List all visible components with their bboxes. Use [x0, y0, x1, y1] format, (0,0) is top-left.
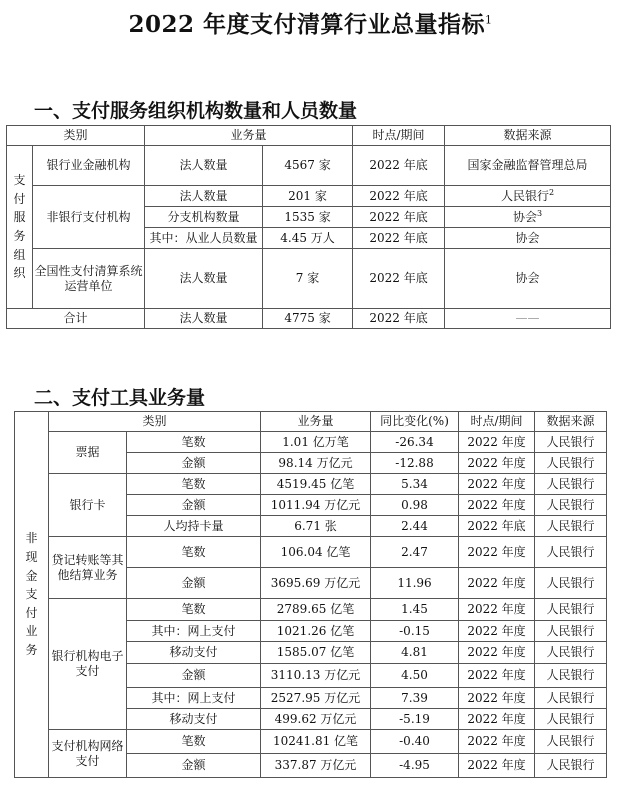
period-cell: 2022 年底	[353, 186, 445, 207]
sub-cell: 金额	[127, 664, 261, 688]
header-period: 时点/期间	[353, 126, 445, 146]
value-cell: 1021.26 亿笔	[261, 621, 371, 642]
footnote-mark: 2	[548, 188, 555, 197]
source-cell: 人民银行	[535, 453, 607, 474]
change-cell: 1.45	[371, 599, 459, 621]
category-cell: 贷记转账等其他结算业务	[49, 537, 127, 599]
category-cell: 票据	[49, 432, 127, 474]
table-row	[15, 474, 607, 495]
source-cell: 人民银行	[535, 621, 607, 642]
title-footnote: 1	[485, 13, 493, 27]
table-row	[15, 537, 607, 568]
value-cell: 1585.07 亿笔	[261, 642, 371, 664]
change-cell: 5.34	[371, 474, 459, 495]
sub-cell: 金额	[127, 453, 261, 474]
table-row	[15, 599, 607, 621]
period-cell: 2022 年底	[353, 228, 445, 249]
period-cell: 2022 年度	[459, 709, 535, 730]
source-cell: 协会$^3$	[445, 207, 611, 228]
value-cell: 499.62 万亿元	[261, 709, 371, 730]
source-cell: 人民银行	[535, 688, 607, 709]
section1-heading: 一、支付服务组织机构数量和人员数量	[34, 100, 358, 122]
source-cell: 国家金融监督管理总局	[445, 146, 611, 186]
period-cell: 2022 年度	[459, 432, 535, 453]
note-cell: 移动支付	[127, 709, 261, 730]
sub-cell: 笔数	[127, 599, 261, 621]
value-cell: 4519.45 亿笔	[261, 474, 371, 495]
value-cell: 10241.81 亿笔	[261, 730, 371, 754]
period-cell: 2022 年度	[459, 730, 535, 754]
header-volume: 业务量	[145, 126, 353, 146]
payment-tools-table	[14, 411, 607, 778]
header-category: 类别	[7, 126, 145, 146]
value-cell: 337.87 万亿元	[261, 754, 371, 778]
value-cell: 2789.65 亿笔	[261, 599, 371, 621]
sub-cell: 人均持卡量	[127, 516, 261, 537]
source-cell: 人民银行	[535, 754, 607, 778]
period-cell: 2022 年底	[459, 516, 535, 537]
source-cell: 人民银行	[535, 642, 607, 664]
value-cell: 1011.94 万亿元	[261, 495, 371, 516]
org-table	[6, 125, 611, 329]
source-cell: 协会	[445, 249, 611, 309]
period-cell: 2022 年度	[459, 664, 535, 688]
change-cell: -4.95	[371, 754, 459, 778]
value-cell: 4567 家	[263, 146, 353, 186]
category-cell: 全国性支付清算系统运营单位	[33, 249, 145, 309]
value-cell: 3110.13 万亿元	[261, 664, 371, 688]
metric-cell: 法人数量	[145, 309, 263, 329]
header-change: 同比变化(%)	[371, 412, 459, 432]
source-cell: 人民银行	[535, 495, 607, 516]
category-cell: 银行业金融机构	[33, 146, 145, 186]
sub-cell: 金额	[127, 495, 261, 516]
table-row	[7, 249, 611, 309]
value-cell: 1535 家	[263, 207, 353, 228]
period-cell: 2022 年度	[459, 568, 535, 599]
metric-cell: 法人数量	[145, 146, 263, 186]
sub-cell: 金额	[127, 754, 261, 778]
header-volume: 业务量	[261, 412, 371, 432]
value-cell: 4.45 万人	[263, 228, 353, 249]
sub-cell: 笔数	[127, 432, 261, 453]
change-cell: -5.19	[371, 709, 459, 730]
change-cell: -0.15	[371, 621, 459, 642]
period-cell: 2022 年度	[459, 537, 535, 568]
value-cell: 3695.69 万亿元	[261, 568, 371, 599]
value-cell: 98.14 万亿元	[261, 453, 371, 474]
category-cell: 银行卡	[49, 474, 127, 537]
side-label: 非 现 金 支 付 业 务	[15, 412, 49, 778]
source-cell: 人民银行	[535, 537, 607, 568]
category-cell: 支付机构网络支付	[49, 730, 127, 778]
period-cell: 2022 年底	[353, 146, 445, 186]
header-source: 数据来源	[535, 412, 607, 432]
change-cell: -26.34	[371, 432, 459, 453]
source-cell: ——	[445, 309, 611, 329]
table-row	[15, 432, 607, 453]
sub-cell: 金额	[127, 568, 261, 599]
value-cell: 4775 家	[263, 309, 353, 329]
source-cell: 人民银行$^2$	[445, 186, 611, 207]
change-cell: 0.98	[371, 495, 459, 516]
change-cell: 2.44	[371, 516, 459, 537]
change-cell: -0.40	[371, 730, 459, 754]
header-source: 数据来源	[445, 126, 611, 146]
period-cell: 2022 年度	[459, 642, 535, 664]
change-cell: 2.47	[371, 537, 459, 568]
value-cell: 6.71 张	[261, 516, 371, 537]
value-cell: 2527.95 万亿元	[261, 688, 371, 709]
source-cell: 人民银行	[535, 516, 607, 537]
source-cell: 人民银行	[535, 599, 607, 621]
period-cell: 2022 年底	[353, 207, 445, 228]
period-cell: 2022 年度	[459, 495, 535, 516]
period-cell: 2022 年度	[459, 599, 535, 621]
total-label: 合计	[7, 309, 145, 329]
note-cell: 移动支付	[127, 642, 261, 664]
metric-cell: 其中：从业人员数量	[145, 228, 263, 249]
value-cell: 106.04 亿笔	[261, 537, 371, 568]
sub-cell: 笔数	[127, 474, 261, 495]
source-cell: 人民银行	[535, 568, 607, 599]
note-cell: 其中：网上支付	[127, 621, 261, 642]
value-cell: 201 家	[263, 186, 353, 207]
table-row	[15, 730, 607, 754]
table-row	[7, 146, 611, 186]
metric-cell: 法人数量	[145, 186, 263, 207]
page-title: 2022 年度支付清算行业总量指标$^1$	[128, 11, 493, 38]
period-cell: 2022 年度	[459, 453, 535, 474]
source-cell: 人民银行	[535, 730, 607, 754]
metric-cell: 法人数量	[145, 249, 263, 309]
value-cell: 7 家	[263, 249, 353, 309]
header-period: 时点/期间	[459, 412, 535, 432]
sub-cell: 笔数	[127, 537, 261, 568]
period-cell: 2022 年度	[459, 474, 535, 495]
section2-heading: 二、支付工具业务量	[34, 387, 206, 409]
period-cell: 2022 年底	[353, 309, 445, 329]
change-cell: 4.81	[371, 642, 459, 664]
side-label: 支 付 服 务 组 织	[7, 146, 33, 309]
period-cell: 2022 年度	[459, 754, 535, 778]
source-cell: 人民银行	[535, 474, 607, 495]
metric-cell: 分支机构数量	[145, 207, 263, 228]
source-cell: 人民银行	[535, 664, 607, 688]
footnote-mark: 3	[536, 209, 543, 218]
note-cell: 其中：网上支付	[127, 688, 261, 709]
source-cell: 人民银行	[535, 709, 607, 730]
sub-cell: 笔数	[127, 730, 261, 754]
change-cell: 7.39	[371, 688, 459, 709]
period-cell: 2022 年度	[459, 688, 535, 709]
value-cell: 1.01 亿万笔	[261, 432, 371, 453]
source-cell: 协会	[445, 228, 611, 249]
category-cell: 非银行支付机构	[33, 186, 145, 249]
change-cell: -12.88	[371, 453, 459, 474]
change-cell: 11.96	[371, 568, 459, 599]
header-category: 类别	[49, 412, 261, 432]
change-cell: 4.50	[371, 664, 459, 688]
table-header-row	[15, 412, 607, 432]
total-row	[7, 309, 611, 329]
category-cell: 银行机构电子支付	[49, 599, 127, 730]
period-cell: 2022 年底	[353, 249, 445, 309]
table-row	[7, 186, 611, 207]
period-cell: 2022 年度	[459, 621, 535, 642]
source-cell: 人民银行	[535, 432, 607, 453]
table-header-row	[7, 126, 611, 146]
